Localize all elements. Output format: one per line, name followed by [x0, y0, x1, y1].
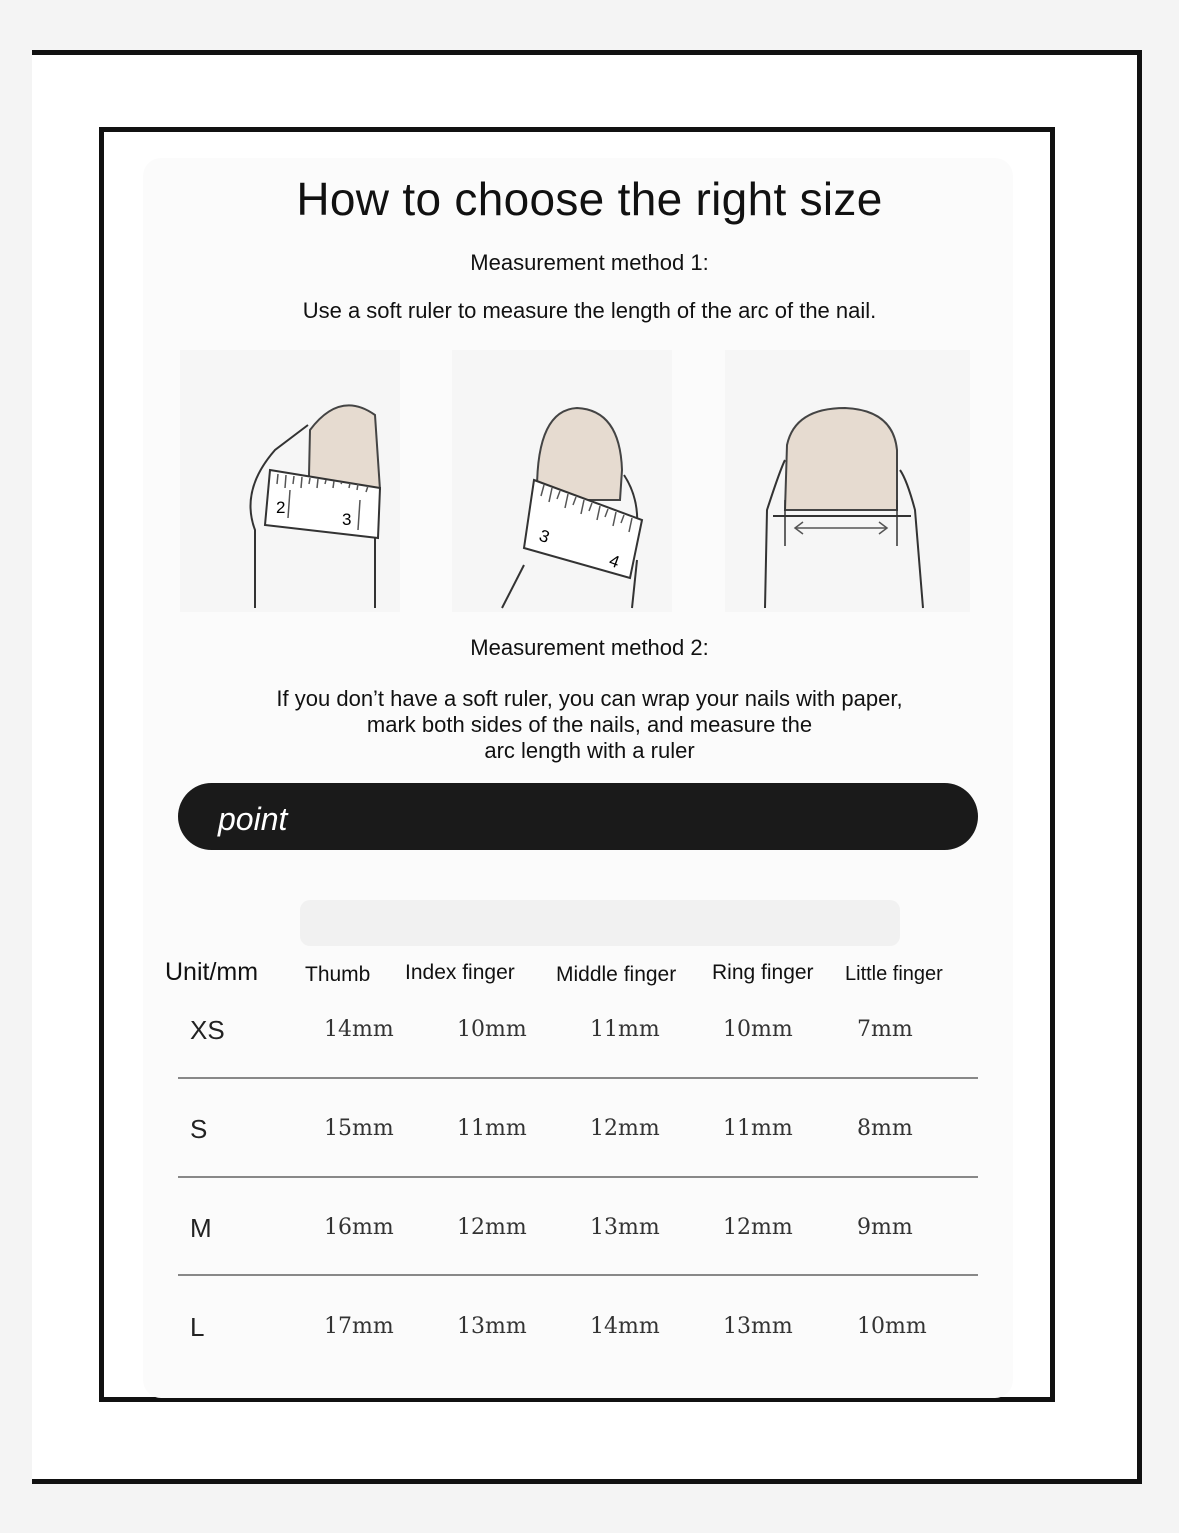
table-cell: 12mm	[457, 1215, 527, 1240]
method2-heading: Measurement method 2:	[470, 635, 709, 660]
table-cell: 7mm	[857, 1017, 913, 1042]
table-cell: 11mm	[723, 1116, 793, 1141]
method2-line: mark both sides of the nails, and measure the	[366, 712, 813, 737]
table-cell: 12mm	[723, 1215, 793, 1240]
table-cell: 14mm	[324, 1017, 394, 1042]
point-banner-label: point	[218, 801, 288, 837]
header-middle-finger: Middle finger	[556, 963, 677, 986]
header-ring-finger: Ring finger	[712, 961, 814, 984]
table-cell: 9mm	[857, 1215, 913, 1240]
header-little-finger: Little finger	[845, 963, 943, 985]
ruler-mark: 3	[536, 525, 553, 547]
ruler-mark: 2	[276, 498, 286, 517]
table-cell: 13mm	[590, 1215, 660, 1240]
method1-description: Use a soft ruler to measure the length of the arc of the nail.	[302, 298, 877, 323]
table-cell: 16mm	[324, 1215, 394, 1240]
size-guide-card	[143, 158, 1013, 1398]
page-title: How to choose the right size	[296, 173, 883, 225]
row-size-label: M	[190, 1213, 212, 1243]
ruler-mark: 4	[606, 550, 623, 572]
row-divider	[178, 1176, 978, 1178]
table-cell: 11mm	[457, 1116, 527, 1141]
table-cell: 17mm	[324, 1314, 394, 1339]
method2-description	[0, 686, 1179, 764]
table-cell: 11mm	[590, 1017, 660, 1042]
row-divider	[178, 1274, 978, 1276]
table-cell: 13mm	[457, 1314, 527, 1339]
header-thumb: Thumb	[305, 963, 371, 986]
header-unit: Unit/mm	[165, 958, 259, 986]
ruler-mark: 3	[342, 510, 352, 529]
table-cell: 14mm	[590, 1314, 660, 1339]
row-size-label: XS	[190, 1015, 225, 1045]
table-cell: 8mm	[857, 1116, 913, 1141]
table-cell: 10mm	[457, 1017, 527, 1042]
row-size-label: L	[190, 1312, 205, 1342]
table-cell: 12mm	[590, 1116, 660, 1141]
table-cell: 15mm	[324, 1116, 394, 1141]
point-banner	[178, 783, 978, 850]
table-cell: 10mm	[857, 1314, 927, 1339]
nail-width-illustration	[725, 350, 970, 612]
header-index-finger: Index finger	[405, 961, 515, 984]
method1-heading: Measurement method 1:	[470, 250, 709, 275]
table-cell: 13mm	[723, 1314, 793, 1339]
row-size-label: S	[190, 1114, 208, 1144]
method2-line: If you don’t have a soft ruler, you can wrap your nails with paper,	[276, 686, 903, 711]
ruler-wrapped-finger-illustration	[452, 350, 672, 612]
ruler-on-thumb-illustration	[180, 350, 400, 612]
row-divider	[178, 1077, 978, 1079]
blurred-decoration	[300, 900, 900, 946]
table-cell: 10mm	[723, 1017, 793, 1042]
method2-line: arc length with a ruler	[484, 738, 695, 763]
